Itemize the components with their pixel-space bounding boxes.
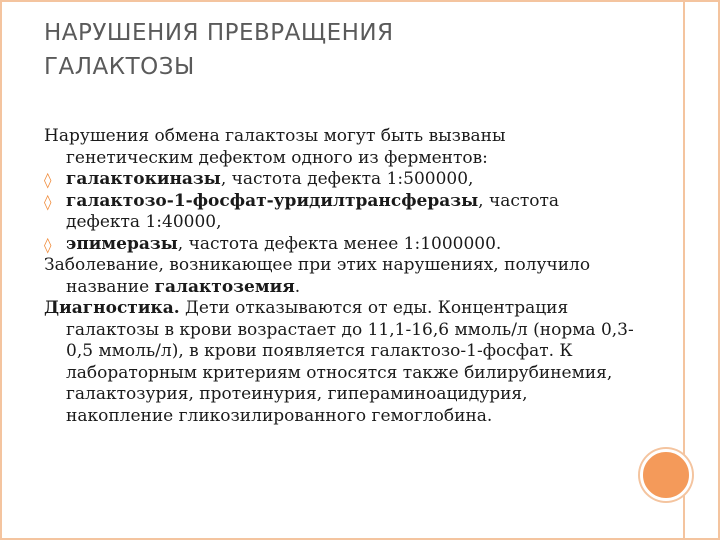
- disease-name: галактоземия: [154, 276, 295, 297]
- enzyme-frequency: , частота дефекта менее 1:1000000.: [177, 233, 502, 254]
- slide-title-line-1: НАРУШЕНИЯ ПРЕВРАЩЕНИЯ: [44, 20, 394, 46]
- disease-text: Заболевание, возникающее при этих нарушениях, получило название: [44, 255, 591, 297]
- disease-end: .: [294, 276, 301, 297]
- enzyme-frequency: , частота дефекта 1:500000,: [220, 169, 474, 189]
- slide-title: [44, 16, 644, 84]
- decorative-circle: [640, 449, 692, 501]
- intro-paragraph: Нарушения обмена галактозы могут быть вызваны генетическим дефектом одного из ферментов:: [44, 126, 506, 168]
- enzyme-name: галактокиназы: [66, 169, 221, 189]
- enzyme-name: эпимеразы: [66, 233, 178, 254]
- bullet-item-transferase: [44, 191, 634, 234]
- slide-body: [44, 126, 634, 427]
- diagnostics-paragraph: [44, 298, 634, 427]
- slide-border-top: [0, 0, 720, 2]
- slide-border-left: [0, 0, 2, 540]
- disease-paragraph: [44, 255, 634, 298]
- diagnostics-label: Диагностика.: [44, 298, 180, 318]
- enzyme-name: галактозо-1-фосфат-уридилтрансферазы: [66, 190, 479, 211]
- slide-title-line-2: ГАЛАКТОЗЫ: [44, 54, 195, 80]
- enzyme-frequency: , частота дефекта 1:40000,: [66, 190, 560, 232]
- diagnostics-text: Дети отказываются от еды. Концентрация галактозы в крови возрастает до 11,1-16,6 ммоль/л (норма 0,3-0,5 ммоль/л), в крови появляется галактозо-1-фосфат. К лабораторным критериям относятся также билирубинемия, галактозурия, протеинурия, гипераминоацидурия, накопление гликозилированного гемоглобина.: [66, 298, 634, 426]
- diamond-bullet-icon: ◊: [44, 235, 52, 254]
- bullet-item-epimerase: [44, 234, 634, 256]
- diamond-bullet-icon: ◊: [44, 171, 52, 189]
- bullet-item-galactokinase: [44, 169, 634, 191]
- diamond-bullet-icon: ◊: [44, 192, 52, 211]
